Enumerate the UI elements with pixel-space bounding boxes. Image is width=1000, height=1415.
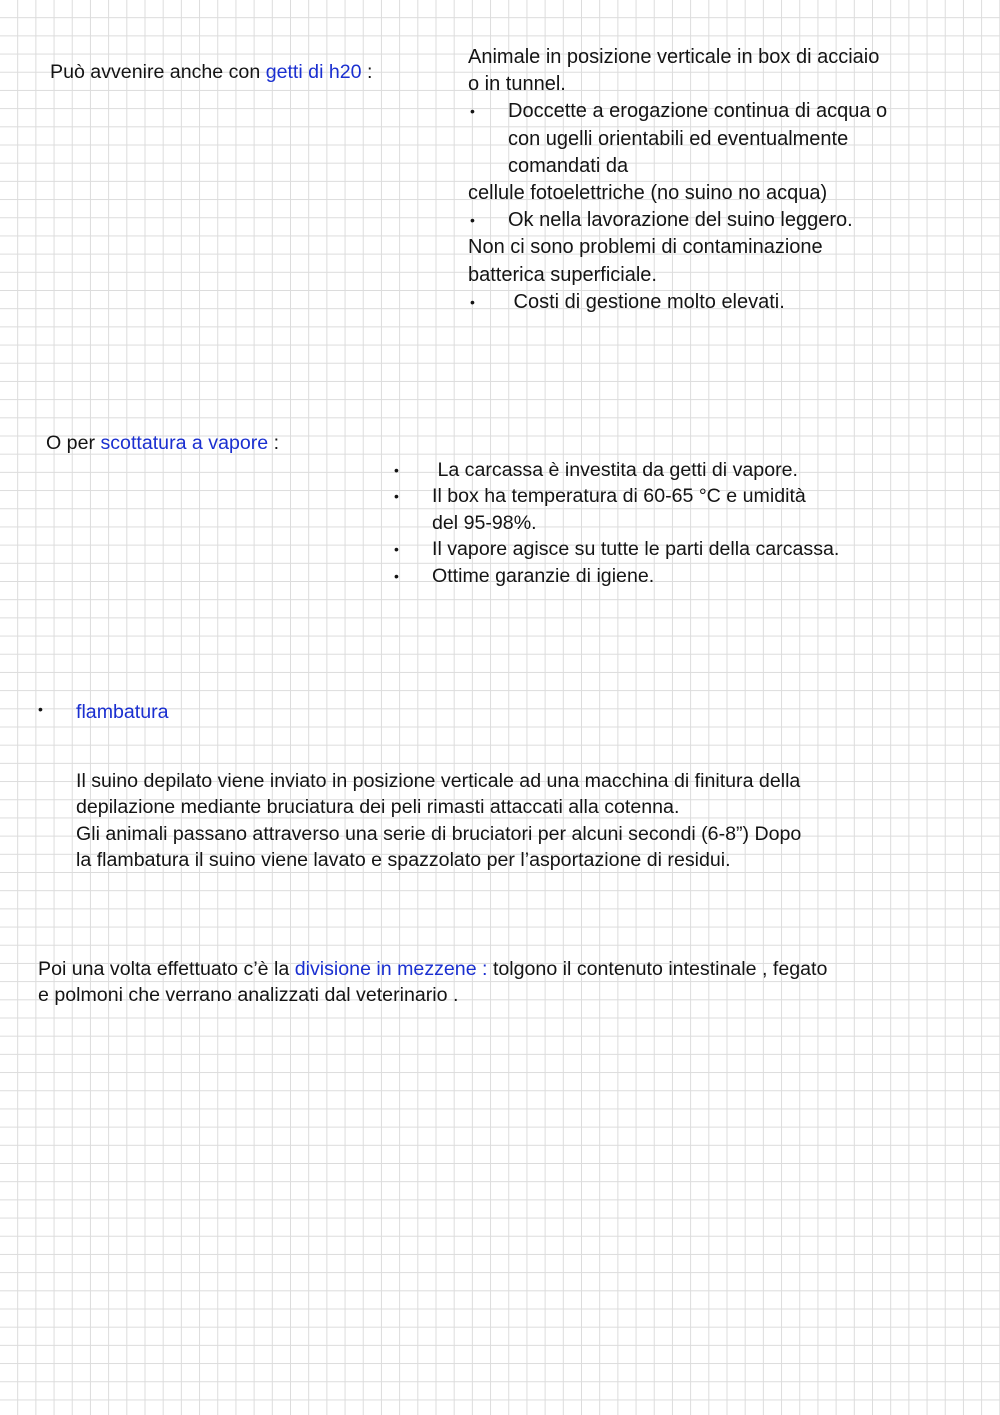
detail-line: Animale in posizione verticale in box di acciaio [468,46,880,68]
section-steam-intro [46,432,279,455]
bullet-text: Il box ha temperatura di 60-65 °C e umidità [432,485,806,508]
bullet-text: del 95-98%. [432,511,537,534]
paragraph-line: depilazione mediante bruciatura dei peli rimasti attaccati alla cotenna. [76,796,680,819]
text-segment: tolgono il contenuto intestinale , fegato [487,958,828,980]
bullet-item [392,483,972,536]
intro-text: O per [46,432,101,454]
bullet-item [468,207,968,234]
bullet-icon: • [470,103,475,120]
bullet-icon: • [394,567,399,584]
bullet-icon: • [470,212,475,229]
paragraph-line: Il suino depilato viene inviato in posizione verticale ad una macchina di finitura della [76,770,801,792]
bullet-text: Costi di gestione molto elevati. [508,290,785,313]
bullet-icon: • [394,541,399,558]
paragraph-line: la flambatura il suino viene lavato e spazzolato per l’asportazione di residui. [76,848,731,871]
highlight-term: divisione in mezzene : [294,958,488,980]
detail-line: o in tunnel. [468,73,566,96]
bullet-item [392,536,972,562]
bullet-text: Il vapore agisce su tutte le parti della carcassa. [432,538,840,561]
bullet-text: Ottime garanzie di igiene. [432,564,655,587]
bullet-icon: • [394,462,399,478]
highlight-term: scottatura a vapore [100,432,269,454]
bullet-icon: • [470,293,475,310]
detail-line: Non ci sono problemi di contaminazione [468,236,823,259]
intro-colon: : [361,61,373,83]
bullet-item [468,289,968,316]
paragraph-line: e polmoni che verrano analizzati dal veterinario . [38,984,459,1007]
paragraph-line [38,956,978,982]
text-segment: Poi una volta effettuato c’è la [38,958,295,980]
bullet-text: Doccette a erogazione continua di acqua o [508,100,888,123]
bullet-item [468,98,968,180]
section-water-details [468,44,968,316]
bullet-text: La carcassa è investita da getti di vapore. [432,459,798,481]
bullet-text: comandati da [508,154,629,177]
bullet-item [392,563,972,589]
intro-text: Può avvenire anche con [50,61,266,83]
section-water-intro [50,61,372,84]
bullet-item [392,457,972,483]
detail-line: batterica superficiale. [468,263,657,286]
highlight-term: getti di h20 [265,61,362,83]
flambatura-heading [36,701,169,724]
paragraph-line: Gli animali passano attraverso una serie di bruciatori per alcuni secondi (6-8”) Dopo [76,822,802,845]
bullet-text: con ugelli orientabili ed eventualmente [508,127,849,150]
division-paragraph [38,956,978,1009]
bullet-icon: • [38,701,43,717]
highlight-term: flambatura [76,701,169,723]
intro-colon: : [268,432,280,454]
bullet-text: Ok nella lavorazione del suino leggero. [508,209,853,232]
detail-line: cellule fotoelettriche (no suino no acqua) [468,182,828,205]
flambatura-paragraph [76,768,976,873]
bullet-icon: • [394,488,399,505]
section-steam-details [392,457,972,589]
